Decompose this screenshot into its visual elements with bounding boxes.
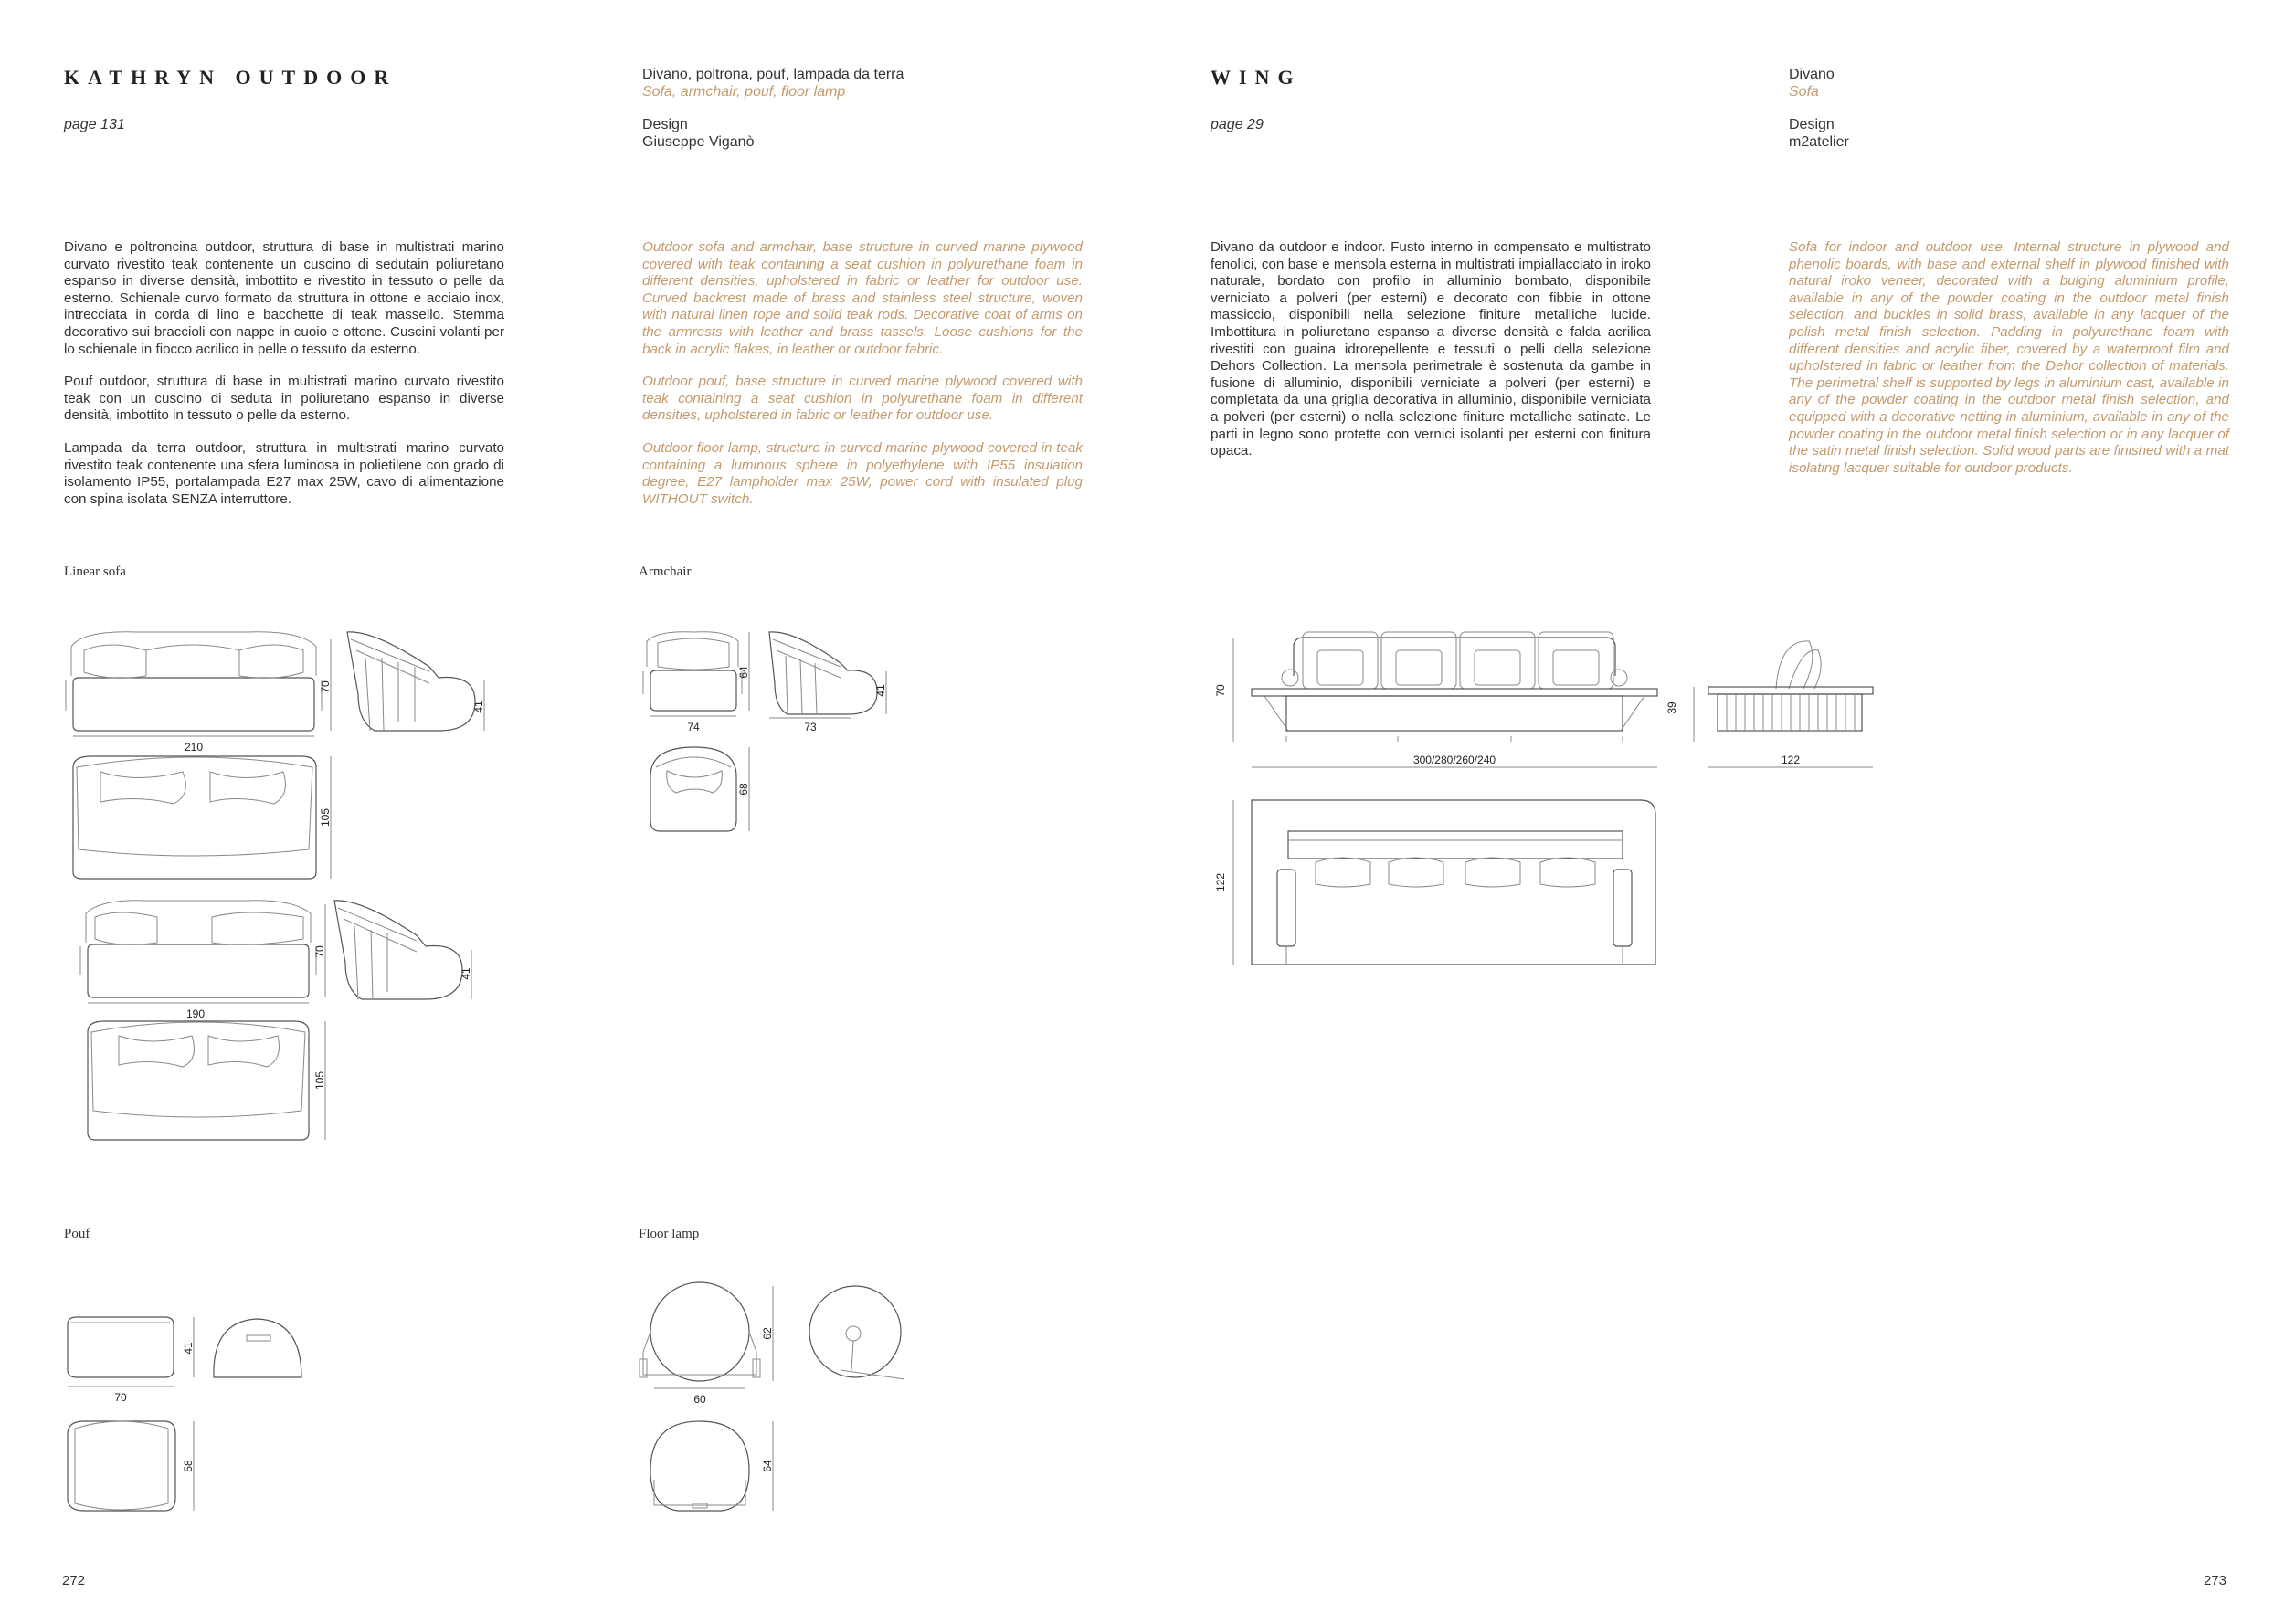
category-en: Sofa, armchair, pouf, floor lamp <box>642 84 846 100</box>
product-title-wing: WING <box>1211 66 1302 89</box>
caption-linear-sofa: Linear sofa <box>64 564 126 579</box>
dim-wing-width: 300/280/260/240 <box>1412 754 1496 766</box>
dim-sofa210-depth: 105 <box>319 807 332 828</box>
category-en: Sofa <box>1789 84 1819 100</box>
paragraph-lamp-it: Lampada da terra outdoor, struttura in multistrati marino curvato rivestito teak contenente una sfera luminosa in polietilene con grado di isolamento IP55, portalampada E27 max 25W, cavo di alimentazione con spina isolata SENZA interruttore. <box>64 439 504 507</box>
dim-sofa210-side-height: 41 <box>472 701 485 713</box>
dim-wing-front-height: 70 <box>1214 684 1227 697</box>
caption-armchair: Armchair <box>639 564 692 579</box>
dim-sofa210-height: 70 <box>319 680 332 693</box>
dim-sofa190-width: 190 <box>185 1007 206 1020</box>
page-number-right: 273 <box>2204 1573 2227 1588</box>
paragraph-pouf-it: Pouf outdoor, struttura di base in multistrati marino curvato rivestito teak con un cuscino di seduta in poliuretano espanso in diverse densità, imbottito in tessuto o pelle da esterno. <box>64 374 504 424</box>
dim-wing-top-depth: 122 <box>1214 872 1227 892</box>
paragraph-wing-it: Divano da outdoor e indoor. Fusto interno in compensato e multistrato fenolici, con base e mensola esterna in multistrati impiallacciato in iroko naturale, bordato con profilo in alluminio bombato, disponibile verniciato a polveri (per esterni) e decorato con fibbie in ottone massiccio, disponibili nella selezione finiture metalliche lucide. Imbottitura in poliuretano espanso a diverse densità e falda acrilica rivestiti con guaina idrorepellente e tessuti o pelli della selezione Dehors Collection. La mensola perimetrale è sostenuta da gambe in fusione di alluminio, disponibili verniciate a polveri (per esterni) e completata da una griglia decorativa in alluminio, disponibile verniciata a polveri (per esterni) o nella selezione finiture metalliche satinate. Le parti in legno sono protette con vernici isolanti per esterni con finitura opaca. <box>1211 239 1651 459</box>
dim-sofa190-side-height: 41 <box>460 967 472 980</box>
designer-name: Giuseppe Viganò <box>642 134 755 150</box>
page-number-left: 272 <box>62 1573 86 1588</box>
wing-sofa-side-drawing <box>1694 641 1873 767</box>
dim-pouf-depth: 58 <box>182 1460 195 1472</box>
dim-sofa190-depth: 105 <box>313 1070 326 1091</box>
page-reference[interactable]: page 131 <box>64 117 125 132</box>
caption-pouf: Pouf <box>64 1227 90 1241</box>
dim-armchair-height: 64 <box>737 666 750 679</box>
dim-armchair-side-height: 41 <box>874 684 887 697</box>
paragraph-pouf-en: Outdoor pouf, base structure in curved marine plywood covered with teak containing a seat cushion in polyurethane foam in different densities, upholstered in fabric or leather for outdoor use. <box>642 374 1083 424</box>
dim-sofa190-height: 70 <box>313 945 326 958</box>
category-it: Divano <box>1789 67 1835 82</box>
dim-lamp-height: 62 <box>761 1327 774 1340</box>
category-it: Divano, poltrona, pouf, lampada da terra <box>642 67 904 82</box>
paragraph-wing-en: Sofa for indoor and outdoor use. Internal structure in plywood and phenolic boards, with base and external shelf in plywood finished with natural iroko veneer, decorated with a bulging aluminium profile, available in any of the powder coating in the outdoor metal finish selection, and buckles in solid brass, available in any lacquer of the polish metal finish selection. Padding in polyurethane foam with different densities and acrylic fiber, covered by a waterproof film and upholstered in fabric or leather from the Dehor collection of materials. The perimetral shelf is supported by legs in aluminium cast, available in any of the powder coating in the outdoor metal finish selection, and equipped with a decorative netting in aluminium, available in any of the powder coating in the outdoor metal finish selection or in any lacquer of the satin metal finish selection. Solid wood parts are finished with a mat isolating lacquer suitable for outdoor products. <box>1789 239 2229 476</box>
dim-armchair-depth: 68 <box>737 783 750 796</box>
dim-pouf-width: 70 <box>114 1391 127 1404</box>
dim-sofa210-width: 210 <box>184 741 204 754</box>
dim-wing-side-height: 39 <box>1665 701 1678 714</box>
paragraph-lamp-en: Outdoor floor lamp, structure in curved marine plywood covered in teak containing a luminous sphere in polyethylene with IP55 insulation degree, E27 lampholder max 25W, power cord with insulated plug WITHOUT switch. <box>642 439 1083 507</box>
dim-lamp-width: 60 <box>693 1393 706 1406</box>
design-label: Design <box>1789 117 1835 132</box>
paragraph-sofa-it: Divano e poltroncina outdoor, struttura di base in multistrati marino curvato rivestito teak contenente un cuscino di sedutain poliuretano espanso in diverse densità, imbottito e rivestito in tessuto o pelle da esterno. Schienale curvo formato da struttura in ottone e acciaio inox, intrecciata in corda di lino e bacchette di teak massello. Stemma decorativo sui braccioli con nappe in cuoio e ottone. Cuscini volanti per lo schienale in fiocco acrilico in pelle o tessuto da esterno. <box>64 239 504 357</box>
dim-armchair-width: 74 <box>687 721 700 733</box>
design-label: Design <box>642 117 688 132</box>
designer-name: m2atelier <box>1789 134 1849 150</box>
wing-sofa-top-drawing <box>1233 800 1655 965</box>
wing-sofa-front-drawing <box>1233 632 1657 767</box>
product-title-kathryn: KATHRYN OUTDOOR <box>64 66 397 89</box>
dim-pouf-height: 41 <box>182 1342 195 1355</box>
dim-lamp-depth: 64 <box>761 1460 774 1472</box>
page-reference[interactable]: page 29 <box>1211 117 1264 132</box>
paragraph-sofa-en: Outdoor sofa and armchair, base structure in curved marine plywood covered with teak containing a seat cushion in polyurethane foam in different densities, upholstered in fabric or leather for outdoor use. Curved backrest made of brass and stainless steel structure, woven with natural linen rope and solid teak rods. Decorative coat of arms on the armrests with leather and brass tassels. Loose cushions for the back in acrylic flakes, in leather or outdoor fabric. <box>642 239 1083 357</box>
dim-armchair-side-width: 73 <box>804 721 817 733</box>
dim-wing-side-depth: 122 <box>1781 754 1801 766</box>
caption-floor-lamp: Floor lamp <box>639 1227 700 1241</box>
